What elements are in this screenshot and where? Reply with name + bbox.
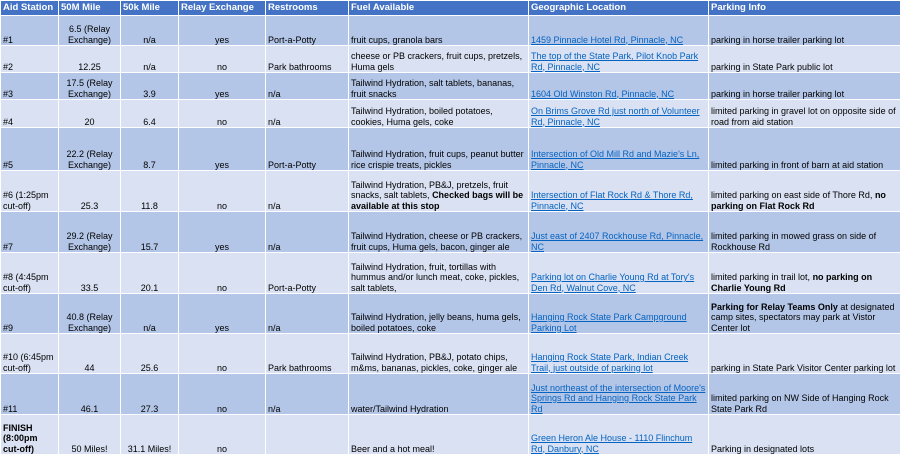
parking-cell: [709, 294, 900, 334]
header-parking-info: Parking Info: [709, 1, 900, 16]
location-cell: [529, 212, 709, 253]
table-row: [1, 73, 900, 100]
mile-50m-cell: 12.25: [59, 46, 121, 73]
mile-50k-cell: 25.6: [121, 334, 179, 374]
header-aid-station: Aid Station: [1, 1, 59, 16]
parking-cell: parking in horse trailer parking lot: [709, 16, 900, 46]
location-cell: [529, 73, 709, 100]
location-cell: [529, 374, 709, 415]
mile-50m-cell: 20: [59, 100, 121, 128]
location-cell: [529, 334, 709, 374]
location-link[interactable]: Hanging Rock State Park, Indian Creek Trail, just outside of parking lot: [531, 352, 688, 373]
table-row: [1, 253, 900, 294]
station-cell: #4: [1, 100, 59, 128]
fuel-cell: [349, 171, 529, 212]
restrooms-cell: Port-a-Potty: [266, 16, 349, 46]
parking-note-bold: no parking on Charlie Young Rd: [711, 272, 872, 293]
mile-50k-cell: 8.7: [121, 128, 179, 171]
parking-note-bold: Parking for Relay Teams Only: [711, 302, 838, 312]
station-cell: #3: [1, 73, 59, 100]
parking-text: limited parking in trail lot,: [711, 272, 810, 282]
restrooms-cell: Park bathrooms: [266, 334, 349, 374]
fuel-cell: cheese or PB crackers, fruit cups, pretzels, Huma gels: [349, 46, 529, 73]
fuel-cell: Tailwind Hydration, cheese or PB crackers, fruit cups, Huma gels, bacon, ginger ale: [349, 212, 529, 253]
parking-cell: parking in State Park Visitor Center parking lot: [709, 334, 900, 374]
station-cell: FINISH (8:00pm cut-off): [1, 415, 59, 455]
header-row: [1, 1, 900, 16]
restrooms-cell: Port-a-Potty: [266, 253, 349, 294]
mile-50k-cell: 20.1: [121, 253, 179, 294]
parking-cell: limited parking on NW Side of Hanging Rock State Park Rd: [709, 374, 900, 415]
mile-50k-cell: 3.9: [121, 73, 179, 100]
station-cell: #11: [1, 374, 59, 415]
location-cell: [529, 294, 709, 334]
restrooms-cell: Port-a-Potty: [266, 128, 349, 171]
restrooms-cell: n/a: [266, 294, 349, 334]
mile-50k-cell: 11.8: [121, 171, 179, 212]
parking-text: limited parking on east side of Thore Rd,: [711, 190, 872, 200]
header-50m-mile: 50M Mile: [59, 1, 121, 16]
location-link[interactable]: On Brims Grove Rd just north of Volunteer Rd, Pinnacle, NC: [531, 106, 700, 127]
fuel-cell: Tailwind Hydration, jelly beans, huma gels, boiled potatoes, coke: [349, 294, 529, 334]
mile-50m-cell: 50 Miles!: [59, 415, 121, 455]
mile-50m-cell: 17.5 (Relay Exchange): [59, 73, 121, 100]
parking-cell: parking in horse trailer parking lot: [709, 73, 900, 100]
table-row: [1, 334, 900, 374]
fuel-cell: Tailwind Hydration, boiled potatoes, cookies, Huma gels, coke: [349, 100, 529, 128]
location-link[interactable]: Green Heron Ale House - 1110 Flinchum Rd, Danbury, NC: [531, 433, 692, 454]
mile-50m-cell: 29.2 (Relay Exchange): [59, 212, 121, 253]
mile-50m-cell: 44: [59, 334, 121, 374]
mile-50k-cell: n/a: [121, 16, 179, 46]
restrooms-cell: [266, 415, 349, 455]
mile-50m-cell: 33.5: [59, 253, 121, 294]
mile-50k-cell: 31.1 Miles!: [121, 415, 179, 455]
table-row: [1, 294, 900, 334]
station-cell: #8 (4:45pm cut-off): [1, 253, 59, 294]
station-cell: #6 (1:25pm cut-off): [1, 171, 59, 212]
parking-cell: Parking in designated lots: [709, 415, 900, 455]
station-cell: #10 (6:45pm cut-off): [1, 334, 59, 374]
location-link[interactable]: 1604 Old Winston Rd, Pinnacle, NC: [531, 89, 674, 99]
parking-note-bold: no parking on Flat Rock Rd: [711, 190, 886, 211]
parking-text: at designated camp sites, spectators may park at Vistor Center lot: [711, 302, 894, 333]
relay-cell: yes: [179, 212, 266, 253]
fuel-cell: fruit cups, granola bars: [349, 16, 529, 46]
relay-cell: no: [179, 253, 266, 294]
mile-50m-cell: 22.2 (Relay Exchange): [59, 128, 121, 171]
table-row: [1, 16, 900, 46]
header-relay-exchange: Relay Exchange: [179, 1, 266, 16]
fuel-cell: Tailwind Hydration, PB&J, potato chips, m&ms, bananas, pickles, coke, ginger ale: [349, 334, 529, 374]
mile-50k-cell: 27.3: [121, 374, 179, 415]
relay-cell: no: [179, 46, 266, 73]
location-link[interactable]: Intersection of Old Mill Rd and Mazie's Ln, Pinnacle, NC: [531, 149, 699, 170]
parking-cell: parking in State Park public lot: [709, 46, 900, 73]
fuel-cell: Tailwind Hydration, fruit, tortillas with hummus and/or lunch meat, coke, pickles, salt tablets,: [349, 253, 529, 294]
station-cell: #2: [1, 46, 59, 73]
restrooms-cell: n/a: [266, 212, 349, 253]
table-row: [1, 128, 900, 171]
mile-50m-cell: 6.5 (Relay Exchange): [59, 16, 121, 46]
location-cell: [529, 46, 709, 73]
restrooms-cell: Park bathrooms: [266, 46, 349, 73]
location-link[interactable]: Just northeast of the intersection of Moore's Springs Rd and Hanging Rock State Park Rd: [531, 383, 705, 414]
fuel-cell: water/Tailwind Hydration: [349, 374, 529, 415]
parking-cell: limited parking in gravel lot on opposite side of road from aid station: [709, 100, 900, 128]
mile-50k-cell: n/a: [121, 294, 179, 334]
parking-cell: [709, 171, 900, 212]
relay-cell: yes: [179, 294, 266, 334]
table-row: [1, 46, 900, 73]
restrooms-cell: n/a: [266, 100, 349, 128]
relay-cell: no: [179, 415, 266, 455]
mile-50k-cell: 6.4: [121, 100, 179, 128]
relay-cell: no: [179, 100, 266, 128]
location-link[interactable]: 1459 Pinnacle Hotel Rd, Pinnacle, NC: [531, 35, 683, 45]
location-link[interactable]: Hanging Rock State Park Campground Parking Lot: [531, 312, 687, 333]
fuel-cell: Tailwind Hydration, salt tablets, bananas, fruit snacks: [349, 73, 529, 100]
location-cell: [529, 100, 709, 128]
header-restrooms: Restrooms: [266, 1, 349, 16]
location-link[interactable]: Intersection of Flat Rock Rd & Thore Rd, Pinnacle, NC: [531, 190, 693, 211]
location-cell: [529, 253, 709, 294]
table-row-finish: [1, 415, 900, 455]
mile-50m-cell: 25.3: [59, 171, 121, 212]
fuel-text: Tailwind Hydration, PB&J, pretzels, fruit snacks, salt tablets,: [351, 180, 508, 201]
parking-cell: limited parking in front of barn at aid station: [709, 128, 900, 171]
location-cell: [529, 171, 709, 212]
header-50k-mile: 50k Mile: [121, 1, 179, 16]
location-cell: [529, 415, 709, 455]
parking-cell: limited parking in mowed grass on side of Rockhouse Rd: [709, 212, 900, 253]
relay-cell: no: [179, 374, 266, 415]
station-cell: #5: [1, 128, 59, 171]
relay-cell: yes: [179, 73, 266, 100]
table-row: [1, 374, 900, 415]
mile-50m-cell: 46.1: [59, 374, 121, 415]
relay-cell: yes: [179, 128, 266, 171]
header-fuel-available: Fuel Available: [349, 1, 529, 16]
station-cell: #9: [1, 294, 59, 334]
restrooms-cell: n/a: [266, 73, 349, 100]
mile-50k-cell: n/a: [121, 46, 179, 73]
restrooms-cell: n/a: [266, 374, 349, 415]
mile-50m-cell: 40.8 (Relay Exchange): [59, 294, 121, 334]
relay-cell: no: [179, 171, 266, 212]
fuel-note-bold: Checked bags will be available at this stop: [351, 190, 523, 211]
fuel-cell: Tailwind Hydration, fruit cups, peanut butter rice crispie treats, pickles: [349, 128, 529, 171]
location-link[interactable]: The top of the State Park, Pilot Knob Park Rd, Pinnacle, NC: [531, 51, 698, 72]
mile-50k-cell: 15.7: [121, 212, 179, 253]
location-cell: [529, 128, 709, 171]
relay-cell: no: [179, 334, 266, 374]
station-cell: #1: [1, 16, 59, 46]
restrooms-cell: n/a: [266, 171, 349, 212]
fuel-cell: Beer and a hot meal!: [349, 415, 529, 455]
parking-cell: [709, 253, 900, 294]
station-cell: #7: [1, 212, 59, 253]
header-geographic-location: Geographic Location: [529, 1, 709, 16]
table-row: [1, 100, 900, 128]
location-link[interactable]: Parking lot on Charlie Young Rd at Tory's Den Rd, Walnut Cove, NC: [531, 272, 694, 293]
location-cell: [529, 16, 709, 46]
relay-cell: yes: [179, 16, 266, 46]
table-row: [1, 212, 900, 253]
table-row: [1, 171, 900, 212]
location-link[interactable]: Just east of 2407 Rockhouse Rd, Pinnacle, NC: [531, 231, 703, 252]
